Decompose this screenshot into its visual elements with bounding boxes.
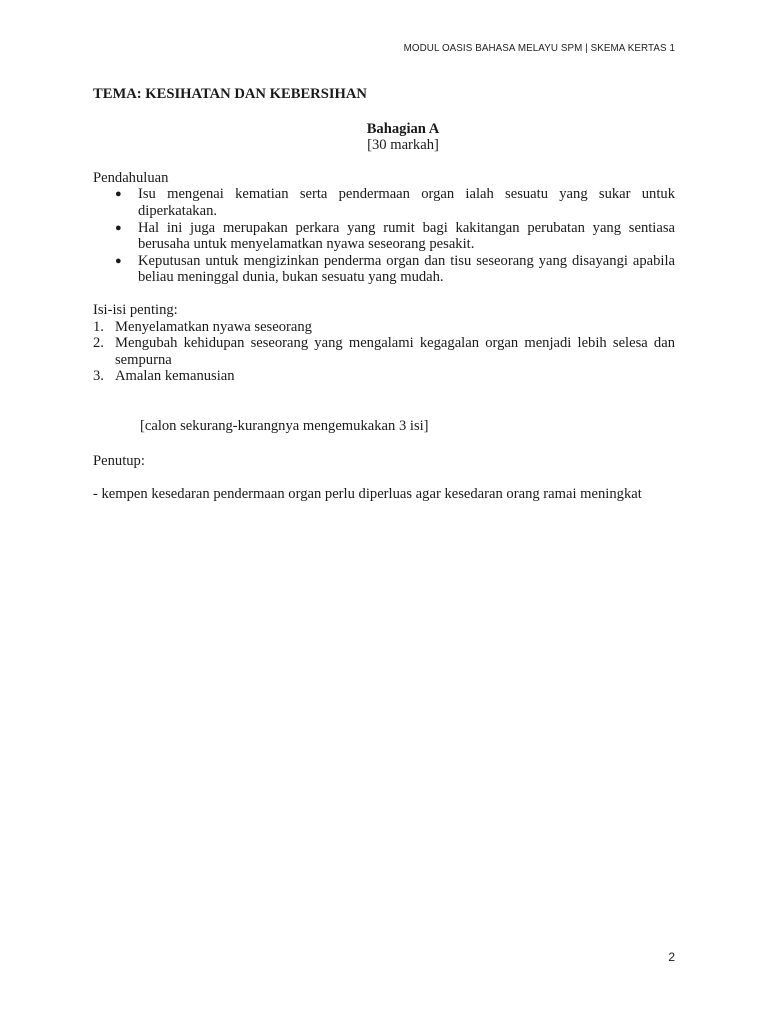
list-number: 2. xyxy=(93,335,104,352)
list-number: 3. xyxy=(93,368,104,385)
bullet-icon: ● xyxy=(115,221,122,234)
list-item xyxy=(93,319,675,336)
list-item-text: Keputusan untuk mengizinkan penderma organ dan tisu seseorang yang disayangi apabila beliau meninggal dunia, bukan sesuatu yang mudah. xyxy=(138,252,675,286)
closing-text: - kempen kesedaran pendermaan organ perlu diperluas agar kesedaran orang ramai meningkat xyxy=(93,486,642,503)
page-header: MODUL OASIS BAHASA MELAYU SPM | SKEMA KERTAS 1 xyxy=(403,43,675,54)
section-marks: [30 markah] xyxy=(367,137,439,154)
list-item-text: Mengubah kehidupan seseorang yang mengalami kegagalan organ menjadi lebih selesa dan sempurna xyxy=(115,335,675,368)
list-item-text: Amalan kemanusian xyxy=(115,368,235,385)
page-number: 2 xyxy=(668,950,675,964)
key-points-label: Isi-isi penting: xyxy=(93,301,178,318)
closing-label: Penutup: xyxy=(93,452,145,469)
bullet-icon: ● xyxy=(115,254,122,267)
list-item-text: Isu mengenai kematian serta pendermaan organ ialah sesuatu yang sukar untuk diperkatakan. xyxy=(138,186,675,219)
list-item xyxy=(93,335,675,368)
introduction-list xyxy=(93,186,675,286)
list-number: 1. xyxy=(93,318,104,335)
candidate-note: [calon sekurang-kurangnya mengemukakan 3 isi] xyxy=(140,417,429,434)
list-item xyxy=(93,186,675,219)
introduction-label: Pendahuluan xyxy=(93,169,169,186)
list-item xyxy=(93,253,675,286)
list-item xyxy=(93,220,675,253)
list-item-text: Hal ini juga merupakan perkara yang rumit bagi kakitangan perubatan yang sentiasa berusaha untuk menyelamatkan nyawa seseorang pesakit. xyxy=(138,219,675,253)
section-title: Bahagian A xyxy=(366,120,440,137)
list-item xyxy=(93,368,675,385)
key-points-list xyxy=(93,319,675,385)
document-body xyxy=(93,86,675,503)
list-item-text: Menyelamatkan nyawa seseorang xyxy=(115,318,312,335)
bullet-icon: ● xyxy=(115,188,122,201)
theme-heading: TEMA: KESIHATAN DAN KEBERSIHAN xyxy=(93,86,367,102)
